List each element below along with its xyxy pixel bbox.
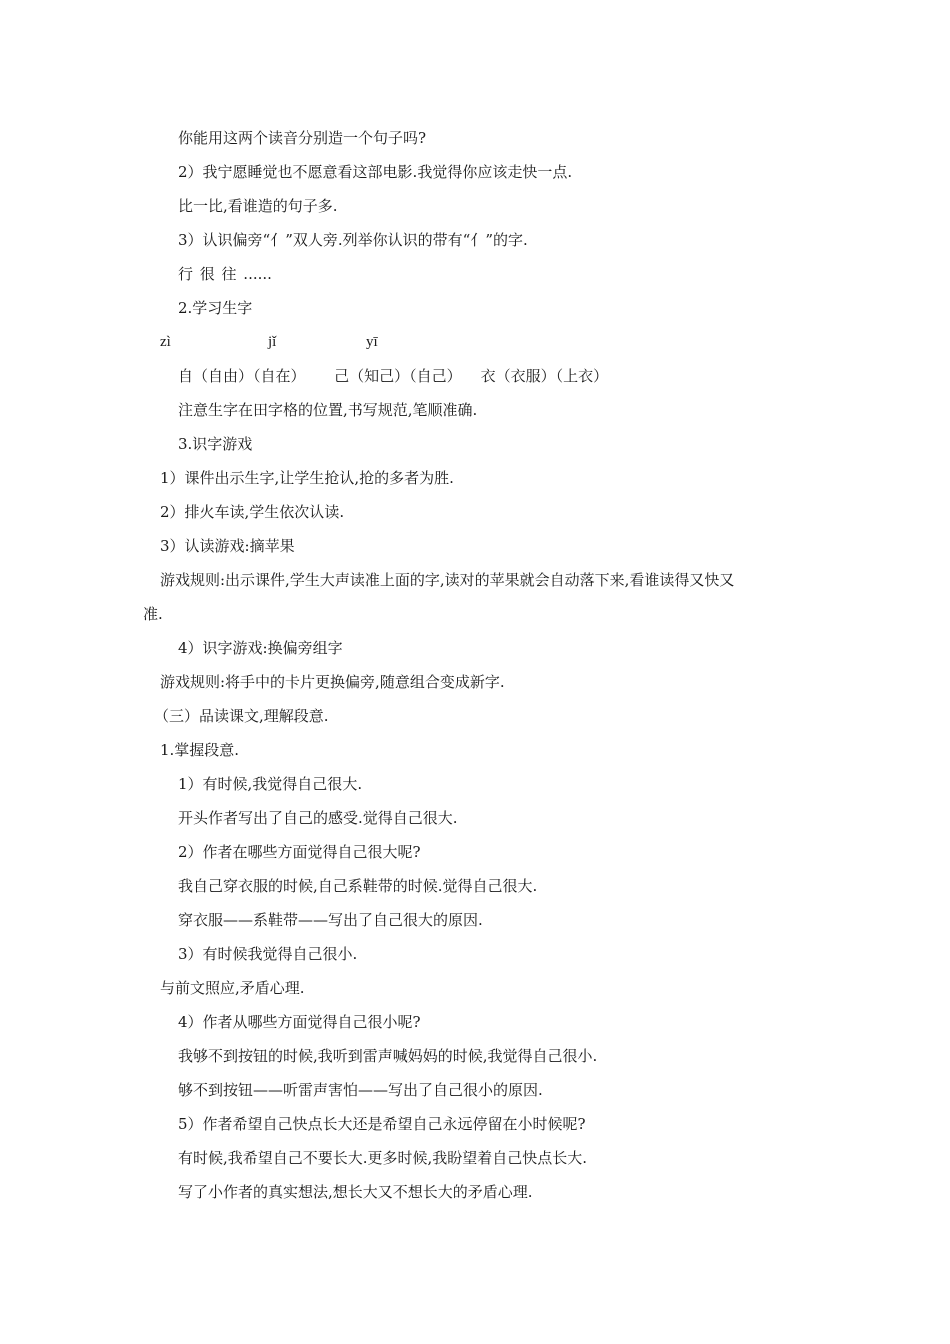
text-line: 够不到按钮——听雷声害怕——写出了自己很小的原因. [178, 1081, 543, 1099]
text-line: 写了小作者的真实想法,想长大又不想长大的矛盾心理. [178, 1183, 533, 1201]
text-line: 3）有时候我觉得自己很小. [178, 945, 358, 963]
text-line: 游戏规则:出示课件,学生大声读准上面的字,读对的苹果就会自动落下来,看谁读得又快又 [160, 571, 735, 589]
text-line: 2）作者在哪些方面觉得自己很大呢? [178, 843, 421, 861]
text-line: 有时候,我希望自己不要长大.更多时候,我盼望着自己快点长大. [178, 1149, 588, 1167]
text-line: 穿衣服——系鞋带——写出了自己很大的原因. [178, 911, 483, 929]
section-heading: 2.学习生字 [178, 299, 253, 317]
text-line: 4）作者从哪些方面觉得自己很小呢? [178, 1013, 421, 1031]
text-line: 我自己穿衣服的时候,自己系鞋带的时候.觉得自己很大. [178, 877, 538, 895]
text-line: 3）认识偏旁“亻”双人旁.列举你认识的带有“亻”的字. [178, 231, 528, 249]
text-line: 5）作者希望自己快点长大还是希望自己永远停留在小时候呢? [178, 1115, 586, 1133]
text-line: 你能用这两个读音分别造一个句子吗? [178, 129, 427, 147]
text-line: 准. [143, 605, 163, 623]
pinyin-zi: zì [160, 334, 171, 350]
text-line: 我够不到按钮的时候,我听到雷声喊妈妈的时候,我觉得自己很小. [178, 1047, 598, 1065]
section-heading: 3.识字游戏 [178, 435, 253, 453]
text-line: 1）有时候,我觉得自己很大. [178, 775, 363, 793]
pinyin-yi: yī [366, 334, 378, 350]
text-line: 3）认读游戏:摘苹果 [160, 537, 295, 555]
text-line: 开头作者写出了自己的感受.觉得自己很大. [178, 809, 458, 827]
text-line: 注意生字在田字格的位置,书写规范,笔顺准确. [178, 401, 478, 419]
characters-line: 自（自由）（自在） 己（知己）（自己） 衣（衣服）（上衣） [178, 367, 609, 385]
text-line: 2）排火车读,学生依次认读. [160, 503, 345, 521]
text-line: 行 很 往 ...... [178, 265, 272, 283]
text-line: 游戏规则:将手中的卡片更换偏旁,随意组合变成新字. [160, 673, 505, 691]
text-line: 2）我宁愿睡觉也不愿意看这部电影.我觉得你应该走快一点. [178, 163, 573, 181]
section-heading: （三）品读课文,理解段意. [154, 707, 329, 725]
text-line: 与前文照应,矛盾心理. [160, 979, 305, 997]
text-line: 1.掌握段意. [160, 741, 240, 759]
pinyin-ji: jǐ [268, 334, 277, 350]
text-line: 比一比,看谁造的句子多. [178, 197, 338, 215]
text-line: 1）课件出示生字,让学生抢认,抢的多者为胜. [160, 469, 454, 487]
text-line: 4）识字游戏:换偏旁组字 [178, 639, 343, 657]
